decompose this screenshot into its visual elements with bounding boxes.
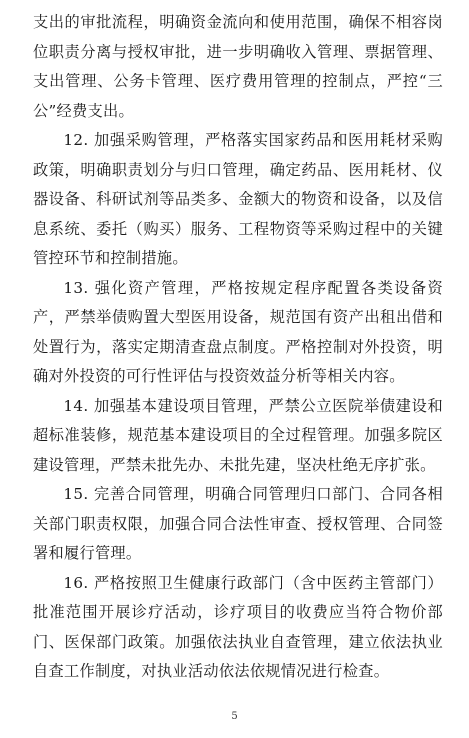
document-page	[33, 8, 443, 687]
paragraph-item-16: 16. 严格按照卫生健康行政部门（含中医药主管部门）批准范围开展诊疗活动，诊疗项目的收费应当符合物价部门、医保部门政策。加强依法执业自查管理，建立依法执业自查工作制度，对执业活动依法依规情况进行检查。	[33, 573, 443, 680]
paragraph-continuation: 支出的审批流程，明确资金流向和使用范围，确保不相容岗位职责分离与授权审批，进一步明确收入管理、票据管理、支出管理、公务卡管理、医疗费用管理的控制点，严控“三公”经费支出。	[33, 13, 443, 120]
paragraph-item-12: 12. 加强采购管理，严格落实国家药品和医用耗材采购政策，明确职责划分与归口管理，确定药品、医用耗材、仪器设备、科研试剂等品类多、金额大的物资和设备，以及信息系统、委托（购买）服务、工程物资等采购过程中的关键管控环节和控制措施。	[33, 131, 443, 267]
page-number: 5	[231, 711, 238, 722]
paragraph-item-13: 13. 强化资产管理，严格按规定程序配置各类设备资产，严禁举债购置大型医用设备，规范国有资产出租出借和处置行为，落实定期清查盘点制度。严格控制对外投资，明确对外投资的可行性评估与投资效益分析等相关内容。	[33, 278, 443, 385]
paragraph-item-15: 15. 完善合同管理，明确合同管理归口部门、合同各相关部门职责权限，加强合同合法性审查、授权管理、合同签署和履行管理。	[33, 485, 443, 562]
paragraph-item-14: 14. 加强基本建设项目管理，严禁公立医院举债建设和超标准装修，规范基本建设项目的全过程管理。加强多院区建设管理，严禁未批先办、未批先建，坚决杜绝无序扩张。	[33, 396, 443, 474]
